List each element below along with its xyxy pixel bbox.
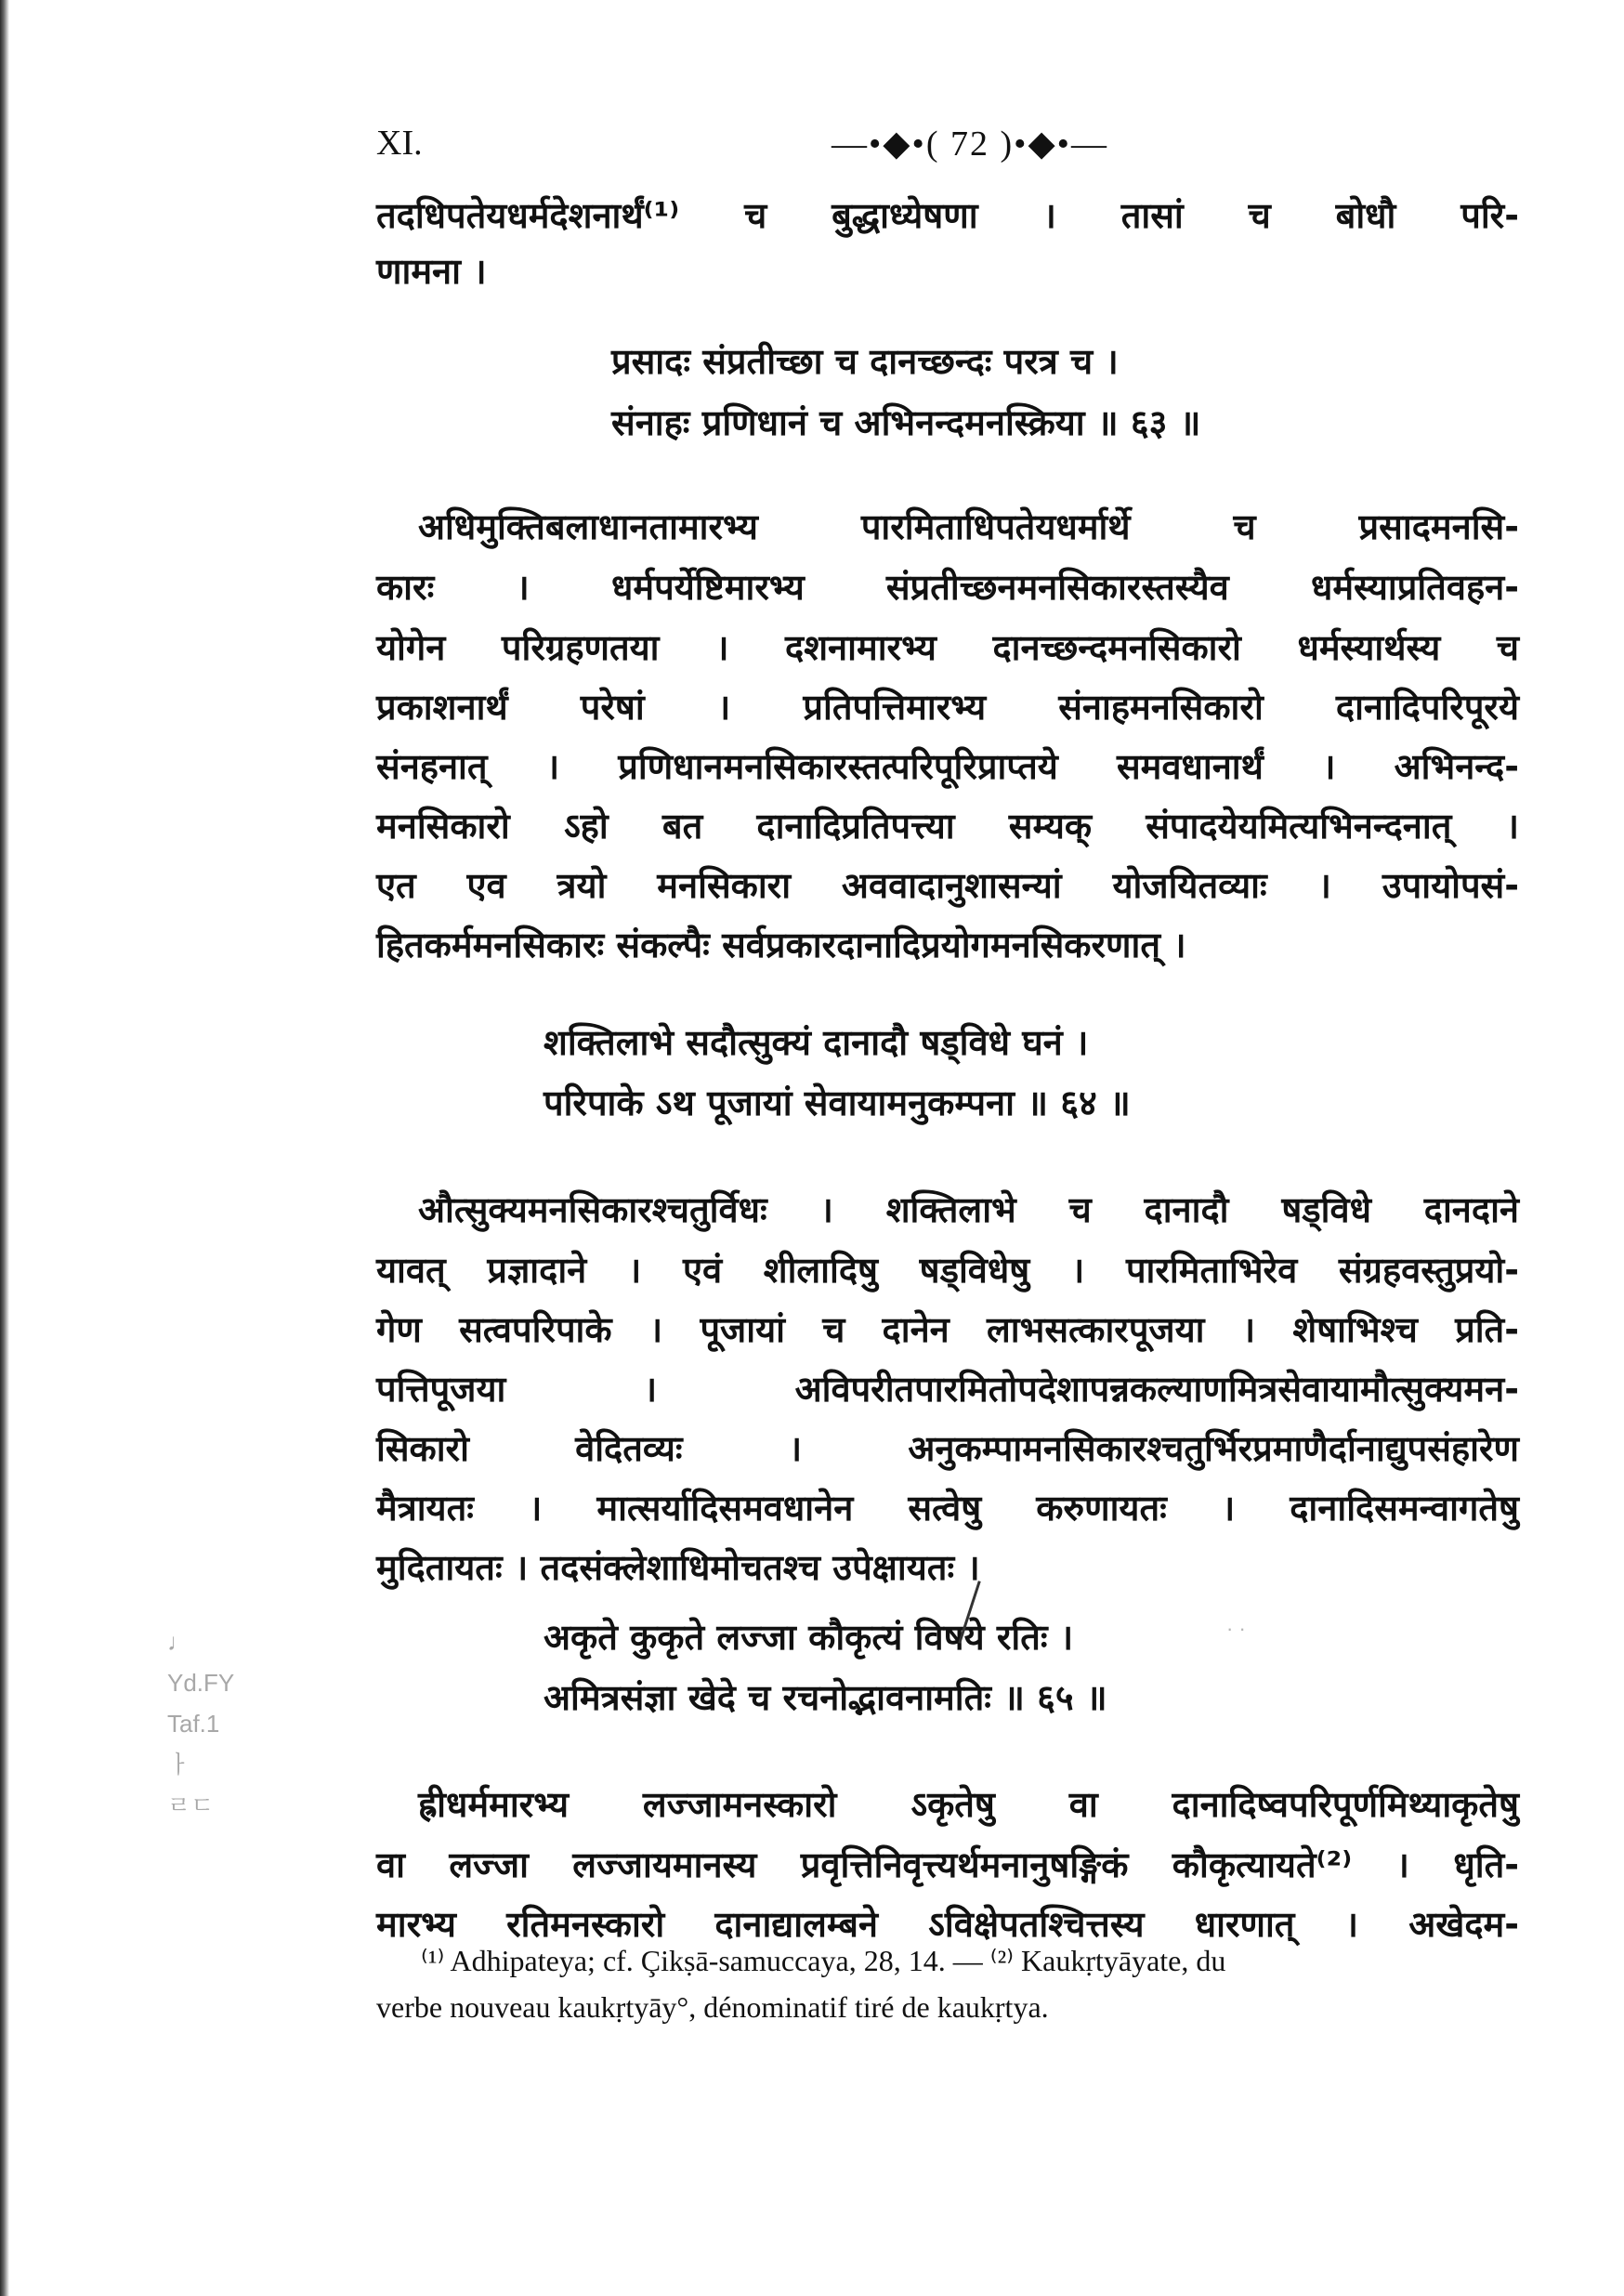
para2-line-8: हितकर्ममनसिकारः संकल्पैः सर्वप्रकारदानादिप्रयोगमनसिकरणात् ।	[376, 925, 1186, 965]
para2-line-6: मनसिकारो ऽहो बत दानादिप्रतिपत्त्या सम्यक् संपादयेयमित्यभिनन्दनात् ।	[376, 806, 1519, 846]
verse65-line-2: अमित्रसंज्ञा खेदे च रचनोद्भावनामतिः ॥ ६५ ॥	[544, 1677, 1107, 1718]
chapter-mark: XI.	[376, 124, 423, 163]
para3-line-5: सिकारो वेदितव्यः । अनुकम्पामनसिकारश्चतुर्भिरप्रमाणैर्दानाद्युपसंहारेण	[376, 1428, 1519, 1469]
page-binding-edge	[0, 0, 9, 2296]
para2-line-2: कारः । धर्मपर्येष्टिमारभ्य संप्रतीच्छनमनसिकारस्तस्यैव धर्मस्याप्रतिवहन-	[376, 567, 1519, 608]
para1-line-1: तदधिपतेयधर्मदेशनार्थं⁽¹⁾ च बुद्धाध्येषणा । तासां च बोधौ परि-	[376, 195, 1519, 236]
margin-stamp-line-2: Yd.FY	[167, 1669, 235, 1697]
para3-line-7: मुदितायतः । तदसंक्लेशाधिमोचतश्च उपेक्षायतः ।	[376, 1547, 980, 1588]
para2-line-4: प्रकाशनार्थं परेषां । प्रतिपत्तिमारभ्य संनाहमनसिकारो दानादिपरिपूरये	[376, 687, 1519, 728]
para4-line-3: मारभ्य रतिमनस्कारो दानाद्यालम्बने ऽविक्षेपतश्चित्तस्य धारणात् । अखेदम-	[376, 1904, 1519, 1945]
para4-line-2: वा लज्जा लज्जायमानस्य प्रवृत्तिनिवृत्त्यर्थमनानुषङ्गिकं कौकृत्यायते⁽²⁾ । धृति-	[376, 1844, 1519, 1885]
para3-line-6: मैत्रायतः । मात्सर्यादिसमवधानेन सत्वेषु करुणायतः । दानादिसमन्वागतेषु	[376, 1488, 1519, 1528]
verse63-line-1: प्रसादः संप्रतीच्छा च दानच्छन्दः परत्र च ।	[611, 341, 1119, 382]
para2-line-7: एत एव त्रयो मनसिकारा अववादानुशासन्यां योजयितव्याः । उपायोपसं-	[376, 865, 1519, 906]
verse63-line-2: संनाहः प्रणिधानं च अभिनन्दमनस्क्रिया ॥ ६३ ॥	[611, 402, 1201, 443]
para3-line-2: यावत् प्रज्ञादाने । एवं शीलादिषु षड्विधेषु । पारमिताभिरेव संग्रहवस्तुप्रयो-	[376, 1250, 1519, 1291]
margin-stamp-line-1: ♩	[167, 1628, 191, 1656]
para4-line-1: ह्रीधर्ममारभ्य लज्जामनस्कारो ऽकृतेषु वा दानादिष्वपरिपूर्णमिथ्याकृतेषु	[418, 1784, 1519, 1825]
footnote-line-1: ⁽¹⁾ Adhipateya; cf. Çikṣā-samuccaya, 28, 14. — ⁽²⁾ Kaukṛtyāyate, du	[421, 1944, 1226, 1977]
footnotes	[376, 1937, 1519, 2030]
para1-line-2: णामना ।	[376, 251, 487, 292]
para3-line-1: औत्सुक्यमनसिकारश्चतुर्विधः । शक्तिलाभे च दानादौ षड्विधे दानदाने	[418, 1189, 1519, 1230]
verse64-line-2: परिपाके ऽथ पूजायां सेवायामनुकम्पना ॥ ६४ ॥	[544, 1082, 1131, 1123]
para3-line-3: गेण सत्वपरिपाके । पूजायां च दानेन लाभसत्कारपूजया । शेषाभिश्च प्रति-	[376, 1309, 1519, 1350]
margin-stamp-line-4: ㅏ	[167, 1751, 191, 1778]
margin-stamp	[167, 1621, 279, 1826]
footnote-line-2: verbe nouveau kaukṛtyāy°, dénominatif tiré de kaukṛtya.	[376, 1990, 1049, 2024]
faint-mark: · ·	[1226, 1617, 1246, 1640]
margin-stamp-line-5: ㄹㄷ	[167, 1791, 215, 1819]
para2-line-1: अधिमुक्तिबलाधानतामारभ्य पारमिताधिपतेयधर्मार्थे च प्रसादमनसि-	[418, 506, 1519, 547]
page-number: —•◆•( 72 )•◆•—	[832, 125, 1108, 164]
para3-line-4: पत्तिपूजया । अविपरीतपारमितोपदेशापन्नकल्याणमित्रसेवायामौत्सुक्यमन-	[376, 1369, 1519, 1410]
para2-line-5: संनहनात् । प्रणिधानमनसिकारस्तत्परिपूरिप्राप्तये समवधानार्थं । अभिनन्द-	[376, 746, 1519, 787]
para2-line-3: योगेन परिग्रहणतया । दशनामारभ्य दानच्छन्दमनसिकारो धर्मस्यार्थस्य च	[376, 627, 1519, 668]
verse65-line-1: अकृते कुकृते लज्जा कौकृत्यं विषये रतिः ।	[544, 1617, 1074, 1658]
page-header	[376, 123, 1519, 178]
margin-stamp-line-3: Taf.1	[167, 1710, 220, 1738]
verse64-line-1: शक्तिलाभे सदौत्सुक्यं दानादौ षड्विधे घनं ।	[544, 1022, 1089, 1063]
